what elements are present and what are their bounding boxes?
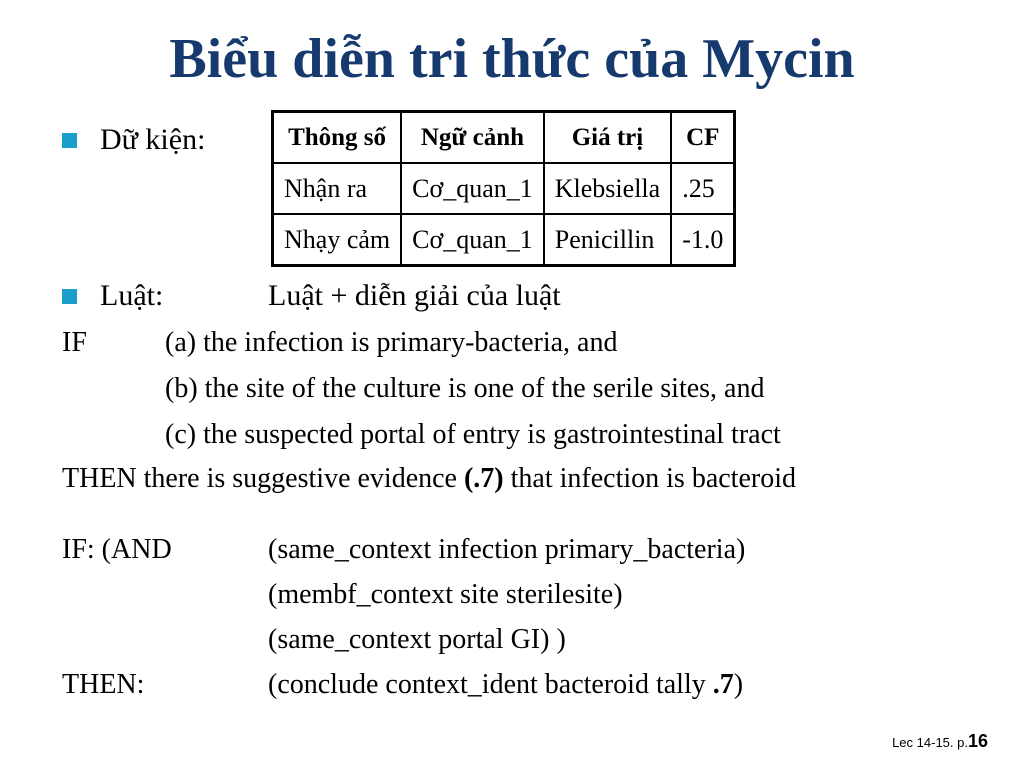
page-number: 16 (967, 731, 988, 751)
footer-prefix: Lec 14-15. p. (892, 735, 968, 750)
facts-label: Dữ kiện: (100, 123, 206, 156)
table-cell: Klebsiella (544, 163, 671, 214)
header-cell: Ngữ cảnh (401, 112, 544, 164)
slide-title: Biểu diễn tri thức của Mycin (169, 28, 855, 90)
table-cell: Nhận ra (273, 163, 402, 214)
table-cell: .25 (671, 163, 735, 214)
rule-description: Luật + diễn giải của luật (268, 279, 561, 312)
square-bullet-icon (62, 289, 77, 304)
condition-b: (b) the site of the culture is one of the serile sites, and (165, 373, 765, 404)
condition-a: (a) the infection is primary-bacteria, and (165, 327, 618, 358)
page-footer (892, 731, 988, 752)
lisp-clause-3: (same_context portal GI) ) (268, 624, 566, 655)
then-text: THEN there is suggestive evidence (62, 463, 464, 494)
lisp-conclude (268, 668, 743, 702)
square-bullet-icon (62, 133, 77, 148)
header-cell: Thông số (273, 112, 402, 164)
lisp-clause-2: (membf_context site sterilesite) (268, 579, 623, 610)
then-conclusion: that infection is bacteroid (503, 463, 796, 494)
then-statement (62, 462, 796, 496)
facts-table (271, 110, 736, 267)
table-cell: Penicillin (544, 214, 671, 266)
condition-c: (c) the suspected portal of entry is gastrointestinal tract (165, 419, 781, 450)
conclude-close: ) (733, 669, 744, 700)
table-cell: Cơ_quan_1 (401, 163, 544, 214)
table-cell: -1.0 (671, 214, 735, 266)
conclude-cf: .7 (712, 669, 734, 700)
lisp-if-label: IF: (AND (62, 534, 172, 565)
lisp-clause-1: (same_context infection primary_bacteria) (268, 534, 746, 565)
conclude-text: (conclude context_ident bacteroid tally (268, 669, 713, 700)
table-cell: Cơ_quan_1 (401, 214, 544, 266)
facts-table-header (273, 112, 735, 164)
header-cell: CF (671, 112, 735, 164)
header-cell: Giá trị (544, 112, 671, 164)
table-cell: Nhạy cảm (273, 214, 402, 266)
certainty-factor: (.7) (463, 463, 504, 494)
table-row (273, 214, 735, 266)
table-row (273, 163, 735, 214)
if-keyword: IF (62, 327, 87, 358)
lisp-then-label: THEN: (62, 669, 145, 700)
rule-label: Luật: (100, 279, 164, 312)
